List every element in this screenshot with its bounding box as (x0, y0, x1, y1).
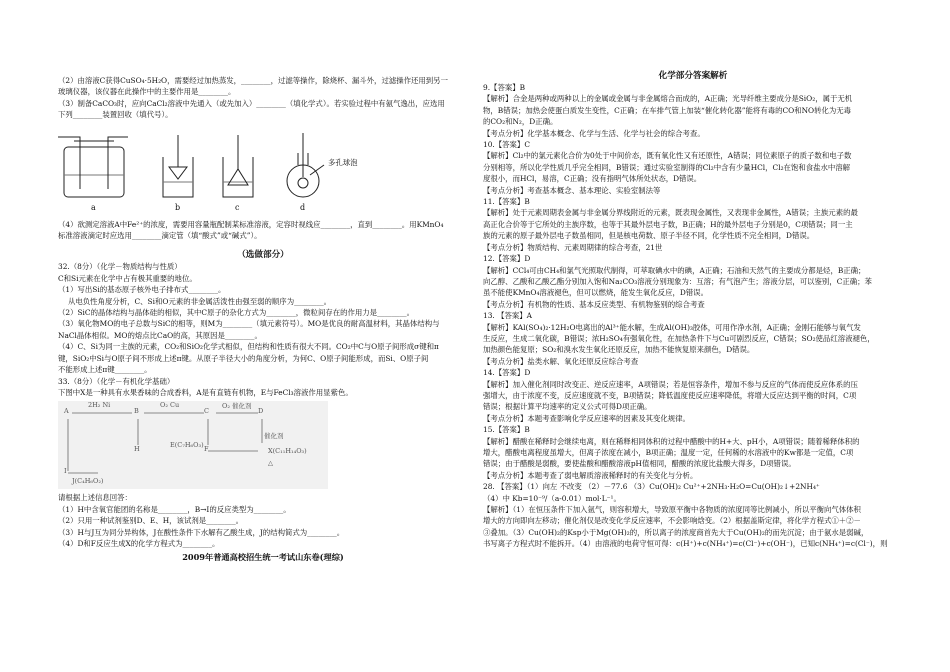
answer-line: 【考点分析】盐类水解、氧化还原反应综合考查 (483, 356, 639, 366)
scheme-node-i: I (64, 467, 67, 476)
answer-line: 14.【答案】D (483, 368, 531, 378)
apparatus-label-a: a (91, 202, 96, 212)
scheme-node-b: B (134, 407, 139, 416)
apparatus-label-d: d (300, 202, 306, 212)
answer-line: 高正化合价等于它所处的主族序数，也等于其最外层电子数，B正确；H的最外层电子分别是0，C项错误；同一主 (483, 219, 853, 229)
answer-line: 错误；由于醋酸是弱酸，要使盐酸和醋酸溶液pH值相同，醋酸的浓度比盐酸大得多，D项错误。 (483, 459, 796, 469)
answer-line: 物，B错误；加热会使蛋白质发生变性，C正确；在车排气管上加装“催化转化器”能将有毒的CO和NO转化为无毒 (483, 105, 852, 115)
answer-line: 【解析】处于元素周期表金属与非金属分界线附近的元素，既表现金属性，又表现非金属性，A错误；主族元素的最 (483, 208, 858, 218)
answer-line: 【解析】CCl₄可由CH₄和氯气光照取代制得，可萃取碘水中的碘，A正确；石油和天然气的主要成分都是烃，B正确； (483, 265, 866, 275)
answer-line: 【解析】（1）在恒压条件下加入氩气，则容积增大，导致原平衡中各物质的浓度同等比例减小，所以平衡向气体体积 (483, 505, 861, 515)
answer-line: 增大的方向即向左移动；催化剂仅是改变化学反应速率，不会影响焓变。（2）根据盖斯定律，将化学方程式①＋②－ (483, 516, 861, 526)
answer-line: 【解析】合金是两种或两种以上的金属或金属与非金属熔合而成的，A正确；光导纤维主要成分是SiO₂，属于无机 (483, 94, 853, 104)
answer-line: 虽不能使KMnO₄溶液褪色，但可以燃烧，能发生氧化反应，D错误。 (483, 288, 708, 298)
answer-line: 增大，醋酸电离程度虽增大，但离子浓度在减小，B项正确；温度一定，任何稀的水溶液中的Kw都是一定值，C项 (483, 448, 854, 457)
answer-line: 【考点分析】考查基本概念、基本理论、实验室制法等 (483, 185, 661, 195)
answer-line: 【解析】KAl(SO₄)₂·12H₂O电离出的Al³⁺能水解，生成Al(OH)₃胶体，可用作净水剂，A正确；金刚石能够与氧气发 (483, 322, 861, 332)
answer-line: 【解析】Cl₂中的氯元素化合价为0处于中间价态，既有氧化性又有还原性，A错误；同位素原子的质子数和电子数 (483, 151, 852, 161)
gas-absorption-apparatus (58, 127, 468, 215)
scheme-node-x: X(C₁₁H₁₄O₃) (268, 447, 307, 456)
text-line: （2）由溶液C获得CuSO₄·5H₂O，需要经过加热蒸发，________，过滤等操作，除烧杯、漏斗外，过滤操作还用到另一 (58, 76, 448, 85)
apparatus-drawing (58, 127, 358, 215)
scheme-node-d: D (258, 407, 264, 416)
answer-line: 28. 【答案】（1）向左 不改变 （2）－77.6 （3）Cu(OH)₂ Cu²⁺+2NH₃·H₂O=Cu(OH)₂↓+2NH₄⁺ (483, 482, 820, 492)
answer-line: ③叠加。（3）Cu(OH)₂的Ksp小于Mg(OH)₂的，所以离子的浓度商首先大于Cu(OH)₂的而先沉淀；由于氨水是弱碱， (483, 527, 869, 537)
answer-line: 向乙醇、乙酸和乙酸乙酯分别加入饱和Na₂CO₃溶液分别现象为：互溶；有气泡产生；溶液分层，可以鉴别，C正确；苯 (483, 276, 872, 286)
answer-line: 9.【答案】B (483, 83, 526, 92)
scheme-condition: O₂ Cu (160, 401, 180, 410)
right-column (483, 0, 903, 550)
answer-line: 13. 【答案】A (483, 311, 533, 321)
answer-section-title: 化学部分答案解析 (658, 71, 728, 81)
text-line: （1）写出Si的基态原子核外电子排布式________。 (58, 285, 226, 295)
exam-title: 2009年普通高校招生统一考试山东卷(理综) (182, 552, 344, 563)
text-line: （3）氧化物MO的电子总数与SiC的相等，则M为________（填元素符号）。MO是优良的耐高温材料，其晶体结构与 (58, 319, 440, 329)
text-line: （4）欲测定溶液A中Fe²⁺的浓度，需要用容量瓶配制某标准溶液，定容时视线应________，直到________。用KMnO₄ (58, 219, 444, 229)
answer-line: 【考点分析】本题考查影响化学反应速率的因素及其变化规律。 (483, 413, 690, 423)
text-line: （3）制备CaCO₃时，应向CaCl₂溶液中先通入（或先加入）________（填化学式）。若实验过程中有氨气逸出，应选用 (58, 98, 445, 108)
answer-line: 【解析】加入催化剂同时改变正、逆反应速率，A项错误；若是恒容条件，增加不参与反应的气体而使反应体系的压 (483, 379, 858, 389)
text-line: （4）D和F反应生成X的化学方程式为________。 (58, 538, 220, 548)
answer-line: 生反应，生成二氧化碳，B错误；浓H₂SO₄有强氧化性，在加热条件下与Cu可剧烈反应，C错误；SO₂使品红溶液褪色， (483, 333, 875, 343)
scheme-node-e: E(C₇H₆O₃) (170, 441, 204, 450)
answer-line: 【考点分析】本题考查了弱电解质溶液稀释时的有关变化与分析。 (483, 470, 698, 480)
answer-line: 15.【答案】B (483, 425, 530, 435)
scheme-heat: △ (268, 459, 273, 468)
answer-line: 分别相等，所以化学性质几乎完全相同，B错误；通过实验室制得的Cl₂中含有少量HCl，Cl₂在饱和食盐水中溶解 (483, 162, 851, 172)
text-line: （2）SiC的晶体结构与晶体硅的相似，其中C原子的杂化方式为________，微粒间存在的作用力是________。 (58, 308, 415, 318)
answer-line: 的CO₂和N₂，D正确。 (483, 117, 558, 127)
text-line: （1）H中含氧官能团的名称是________，B→I的反应类型为________。 (58, 504, 291, 514)
scheme-condition: 2H₂ Ni (88, 401, 111, 410)
text-line: NaCl晶体相似。MO的熔点比CaO的高，其原因是________。 (58, 330, 262, 340)
text-line: 不能形成上述π键________。 (58, 365, 152, 375)
scheme-catalyst: 催化剂 (264, 432, 284, 441)
apparatus-label-c: c (235, 202, 240, 212)
answer-lines (483, 82, 903, 550)
text-line: C和Si元素在化学中占有极其重要的地位。 (58, 273, 197, 283)
synthesis-scheme (58, 401, 468, 489)
scheme-node-c: C (204, 407, 209, 416)
apparatus-label-b: b (175, 202, 181, 212)
answer-line: 【考点分析】化学基本概念、化学与生活、化学与社会的综合考查。 (483, 128, 705, 138)
porous-bulb-label: 多孔球泡 (328, 157, 358, 167)
text-line: 请根据上述信息回答： (58, 493, 132, 503)
text-line: 标准溶液滴定时应选用________滴定管（填“酸式”或“碱式”）。 (58, 231, 262, 241)
answer-line: 【考点分析】物质结构、元素周期律的综合考查，21世 (483, 242, 663, 252)
text-line: 键，SiO₂中Si与O原子间不形成上述π键。从原子半径大小的角度分析，为何C、O原子间能形成，而Si、O原子间 (58, 353, 429, 363)
text-line: 玻璃仪器，该仪器在此操作中的主要作用是________。 (58, 87, 236, 97)
answer-line: 族的元素的原子最外层电子数虽相同，但是核电荷数、原子半径不同，化学性质不完全相同，D错误。 (483, 231, 815, 241)
text-line: 下列________装置回收（填代号）。 (58, 110, 173, 120)
question-header: 32.（8分）（化学－物质结构与性质） (58, 262, 182, 272)
answer-line: 11.【答案】B (483, 197, 530, 207)
left-column (58, 0, 468, 563)
answer-line: 12.【答案】D (483, 254, 531, 264)
answer-line: 书写离子方程式时不能拆开。（4）由溶液的电荷守恒可得：c(H⁺)+c(NH₄⁺)=c(Cl⁻)+c(OH⁻)，已知c(NH₄⁺)=c(Cl⁻)，则 (483, 539, 888, 549)
answer-line: 10.【答案】C (483, 140, 530, 150)
scheme-node-j: J(C₄H₆O₂) (72, 477, 104, 486)
text-line: （3）H与J互为同分异构体，J在酸性条件下水解有乙酸生成，J的结构简式为________。 (58, 527, 345, 537)
answer-line: 加热颜色能复原；SO₂和溴水发生氧化还原反应，加热不能恢复原来颜色，D错误。 (483, 345, 755, 355)
answer-line: 【考点分析】有机物的性质、基本反应类型、有机物鉴别的综合考查 (483, 299, 705, 309)
answer-line: 度很小，而HCl，易溶，C正确；没有指明气体所处状态，D错误。 (483, 174, 702, 184)
elective-section-title: （选做部分） (237, 250, 289, 261)
text-line: 从电负性角度分析，C、Si和O元素的非金属活泼性由强至弱的顺序为________。 (68, 296, 332, 306)
text-line: （4）C、Si为同一主族的元素，CO₂和SiO₂化学式相似，但结构和性质有很大不同。CO₂中C与O原子间形成σ键和π (58, 342, 439, 352)
answer-line: 强增大，由于浓度不变，反应速度就不变，B项错误；降低温度使反应速率降低，将增大反应达到平衡的时间，C项 (483, 390, 857, 400)
answer-line: （4）中 Kb=10⁻⁹/（a-0.01）mol·L⁻¹。 (483, 493, 621, 503)
scheme-node-a: A (64, 407, 69, 416)
question-header: 33.（8分）（化学－有机化学基础） (58, 376, 175, 386)
scheme-node-f: F (204, 445, 209, 454)
scheme-condition: O₂ 催化剂 (222, 402, 252, 411)
scheme-node-h: H (134, 445, 140, 454)
text-line: （2）只用一种试剂鉴别D、E、H，该试剂是________。 (58, 516, 244, 526)
answer-line: 错误；根据计算平均速率的定义公式可得D项正确。 (483, 402, 652, 412)
text-line: 下图中X是一种具有水果香味的合成香料，A是有直链有机物，E与FeCl₃溶液作用显紫色。 (58, 387, 353, 397)
answer-line: 【解析】醋酸在稀释时会继续电离，则在稀释相同体积的过程中醋酸中的H+大、pH小，A项错误；随着稀释体积的 (483, 436, 860, 446)
